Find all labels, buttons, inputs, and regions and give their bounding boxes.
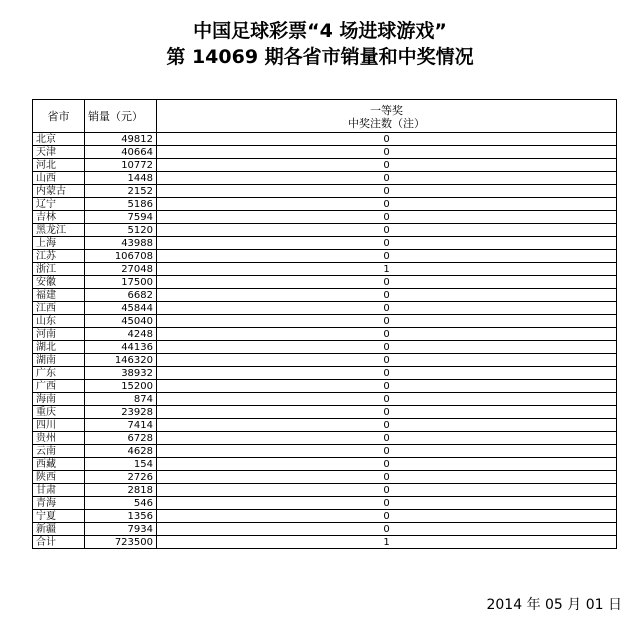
table-row [33, 497, 617, 510]
sales-cell: 1448 [85, 172, 157, 185]
province-cell: 广西 [33, 380, 85, 393]
sales-cell: 2152 [85, 185, 157, 198]
table-row [33, 328, 617, 341]
sales-cell: 5120 [85, 224, 157, 237]
province-cell: 湖南 [33, 354, 85, 367]
issue-date: 2014 年 05 月 01 日 [486, 597, 622, 613]
table-row [33, 185, 617, 198]
winners-cell: 0 [157, 354, 617, 367]
province-cell: 合计 [33, 536, 85, 549]
winners-cell: 0 [157, 380, 617, 393]
province-cell: 天津 [33, 146, 85, 159]
province-cell: 新疆 [33, 523, 85, 536]
sales-cell: 146320 [85, 354, 157, 367]
winners-cell: 0 [157, 172, 617, 185]
province-cell: 黑龙江 [33, 224, 85, 237]
winners-cell: 0 [157, 523, 617, 536]
province-cell: 湖北 [33, 341, 85, 354]
sales-cell: 15200 [85, 380, 157, 393]
sales-cell: 45040 [85, 315, 157, 328]
sales-cell: 7594 [85, 211, 157, 224]
sales-cell: 23928 [85, 406, 157, 419]
province-cell: 重庆 [33, 406, 85, 419]
winners-cell: 0 [157, 341, 617, 354]
winners-cell: 0 [157, 432, 617, 445]
sales-cell: 43988 [85, 237, 157, 250]
province-cell: 云南 [33, 445, 85, 458]
table-header-row [33, 100, 617, 133]
province-cell: 甘肃 [33, 484, 85, 497]
table-row [33, 510, 617, 523]
winners-cell: 1 [157, 536, 617, 549]
province-cell: 北京 [33, 133, 85, 146]
table-row [33, 263, 617, 276]
winners-cell: 0 [157, 471, 617, 484]
province-cell: 西藏 [33, 458, 85, 471]
province-cell: 安徽 [33, 276, 85, 289]
winners-cell: 0 [157, 198, 617, 211]
table-row [33, 289, 617, 302]
province-cell: 陕西 [33, 471, 85, 484]
table-row [33, 419, 617, 432]
sales-cell: 874 [85, 393, 157, 406]
province-cell: 上海 [33, 237, 85, 250]
table-row [33, 536, 617, 549]
sales-cell: 38932 [85, 367, 157, 380]
province-cell: 青海 [33, 497, 85, 510]
winners-cell: 0 [157, 367, 617, 380]
sales-cell: 7414 [85, 419, 157, 432]
winners-cell: 0 [157, 393, 617, 406]
province-cell: 山东 [33, 315, 85, 328]
winners-cell: 1 [157, 263, 617, 276]
sales-cell: 723500 [85, 536, 157, 549]
winners-cell: 0 [157, 185, 617, 198]
table-row [33, 237, 617, 250]
table-row [33, 198, 617, 211]
sales-cell: 4248 [85, 328, 157, 341]
table-row [33, 484, 617, 497]
province-cell: 四川 [33, 419, 85, 432]
table-row [33, 380, 617, 393]
sales-cell: 106708 [85, 250, 157, 263]
sales-cell: 49812 [85, 133, 157, 146]
table-row [33, 276, 617, 289]
province-cell: 吉林 [33, 211, 85, 224]
sales-cell: 2818 [85, 484, 157, 497]
sales-table [32, 99, 617, 549]
winners-cell: 0 [157, 445, 617, 458]
table-row [33, 211, 617, 224]
winners-cell: 0 [157, 302, 617, 315]
table-row [33, 471, 617, 484]
table-row [33, 432, 617, 445]
sales-cell: 10772 [85, 159, 157, 172]
winners-cell: 0 [157, 315, 617, 328]
sales-cell: 1356 [85, 510, 157, 523]
table-row [33, 458, 617, 471]
table-body [33, 133, 617, 549]
province-cell: 贵州 [33, 432, 85, 445]
sales-cell: 45844 [85, 302, 157, 315]
winners-cell: 0 [157, 510, 617, 523]
table-row [33, 341, 617, 354]
sales-cell: 154 [85, 458, 157, 471]
winners-cell: 0 [157, 133, 617, 146]
table-row [33, 406, 617, 419]
table-row [33, 354, 617, 367]
province-cell: 河北 [33, 159, 85, 172]
table-row [33, 159, 617, 172]
table-row [33, 302, 617, 315]
province-cell: 广东 [33, 367, 85, 380]
sales-cell: 546 [85, 497, 157, 510]
winners-cell: 0 [157, 458, 617, 471]
province-cell: 福建 [33, 289, 85, 302]
header-province: 省市 [33, 100, 85, 133]
header-prize-tier: 一等奖 [370, 103, 403, 117]
table-row [33, 445, 617, 458]
header-prize [157, 100, 617, 133]
sales-cell: 27048 [85, 263, 157, 276]
table-row [33, 250, 617, 263]
table-row [33, 172, 617, 185]
winners-cell: 0 [157, 159, 617, 172]
page-title: 中国足球彩票“4 场进球游戏” [193, 20, 447, 42]
table-row [33, 224, 617, 237]
winners-cell: 0 [157, 406, 617, 419]
sales-cell: 40664 [85, 146, 157, 159]
page-subtitle: 第 14069 期各省市销量和中奖情况 [166, 46, 474, 68]
winners-cell: 0 [157, 328, 617, 341]
winners-cell: 0 [157, 497, 617, 510]
sales-cell: 6682 [85, 289, 157, 302]
header-sales: 销量（元） [85, 100, 157, 133]
winners-cell: 0 [157, 224, 617, 237]
province-cell: 海南 [33, 393, 85, 406]
sales-cell: 5186 [85, 198, 157, 211]
sales-cell: 17500 [85, 276, 157, 289]
table-row [33, 523, 617, 536]
winners-cell: 0 [157, 276, 617, 289]
sales-cell: 44136 [85, 341, 157, 354]
province-cell: 辽宁 [33, 198, 85, 211]
header-prize-count: 中奖注数（注） [348, 116, 425, 130]
winners-cell: 0 [157, 484, 617, 497]
sales-cell: 6728 [85, 432, 157, 445]
winners-cell: 0 [157, 237, 617, 250]
winners-cell: 0 [157, 146, 617, 159]
province-cell: 河南 [33, 328, 85, 341]
table-row [33, 146, 617, 159]
winners-cell: 0 [157, 419, 617, 432]
sales-cell: 2726 [85, 471, 157, 484]
table-row [33, 315, 617, 328]
province-cell: 山西 [33, 172, 85, 185]
province-cell: 江西 [33, 302, 85, 315]
province-cell: 内蒙古 [33, 185, 85, 198]
province-cell: 浙江 [33, 263, 85, 276]
winners-cell: 0 [157, 250, 617, 263]
province-cell: 宁夏 [33, 510, 85, 523]
table-row [33, 367, 617, 380]
winners-cell: 0 [157, 211, 617, 224]
table-row [33, 133, 617, 146]
province-cell: 江苏 [33, 250, 85, 263]
sales-cell: 4628 [85, 445, 157, 458]
winners-cell: 0 [157, 289, 617, 302]
sales-cell: 7934 [85, 523, 157, 536]
table-row [33, 393, 617, 406]
